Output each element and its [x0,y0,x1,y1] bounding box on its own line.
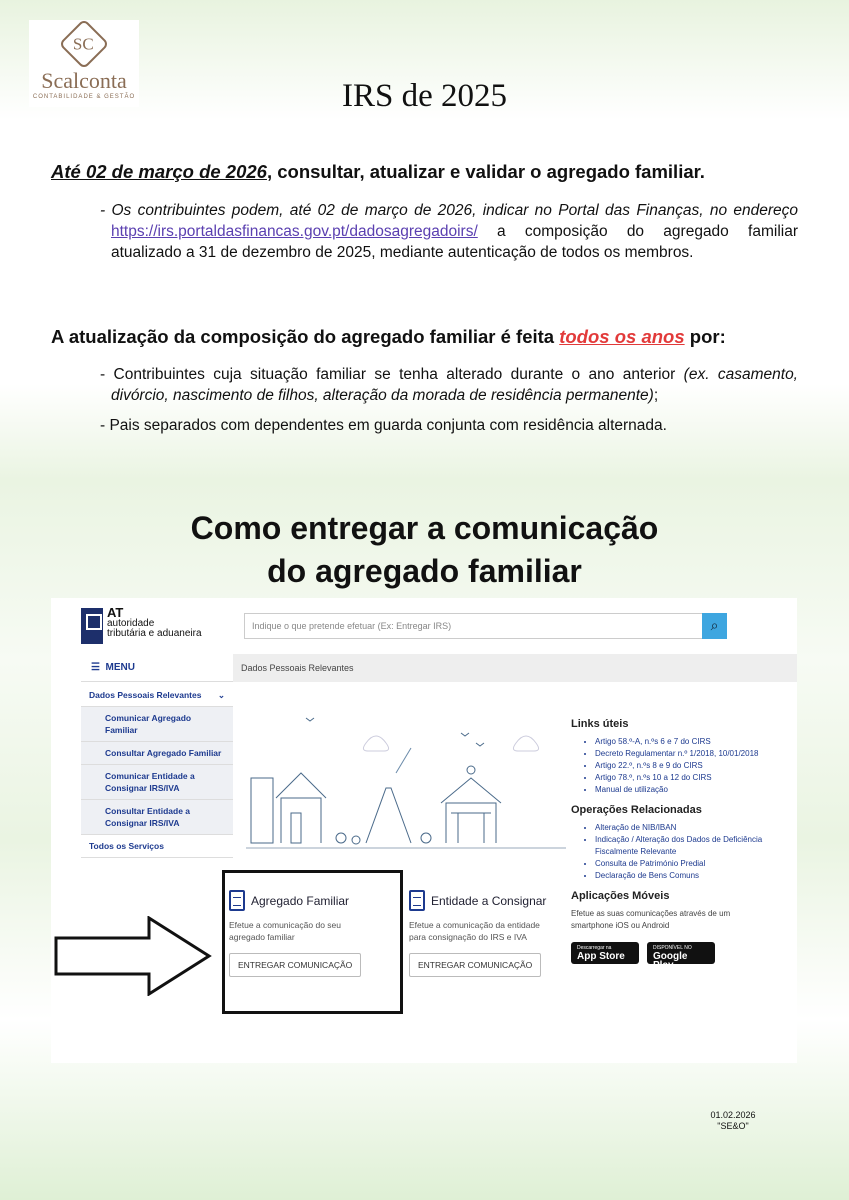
section1-paragraph: - Os contribuintes podem, até 02 de março de 2026, indicar no Portal das Finanças, no endereço https://irs.portaldasfinancas.gov.pt/dadosagregadoirs/ a composição do agregado familiar atualizado a 31 de dezembro de 2025, mediante autenticação de todos os membros. [100,202,798,261]
app-store-button[interactable]: Descarregar na App Store [571,942,639,964]
logo-name: Scalconta [41,68,127,93]
arrow-right-icon [54,916,214,996]
breadcrumb: Dados Pessoais Relevantes [233,654,797,682]
sidebar-item-consultar-agregado[interactable]: Consultar Agregado Familiar [81,742,233,765]
link-item[interactable]: • Consulta de Património Predial [595,858,771,870]
entregar-entidade-button[interactable]: ENTREGAR COMUNICAÇÃO [409,953,541,977]
sidebar-item-comunicar-entidade[interactable]: Comunicar Entidade a Consignar IRS/IVA [81,765,233,800]
document-title: IRS de 2025 [342,78,507,114]
link-item[interactable]: • Declaração de Bens Comuns [595,870,771,882]
link-item[interactable]: • Alteração de NIB/IBAN [595,822,771,834]
footer: 01.02.2026 "SE&O" [710,1110,756,1131]
link-item[interactable]: • Artigo 58.º-A, n.ºs 6 e 7 do CIRS [595,736,771,748]
search-input[interactable]: Indique o que pretende efetuar (Ex: Entregar IRS) [244,613,727,639]
link-item[interactable]: • Manual de utilização [595,784,771,796]
sidebar-section[interactable]: Dados Pessoais Relevantes ⌄ [81,684,233,707]
document-icon [409,890,425,911]
sidebar-item-todos-servicos[interactable]: Todos os Serviços [81,835,233,858]
town-illustration [246,698,566,868]
logo-mark: SC [59,19,110,70]
menu-button[interactable]: ☰ MENU [81,654,233,682]
search-icon[interactable]: ⌕ [702,613,727,639]
section2-bullet-2: - Pais separados com dependentes em guarda conjunta com residência alternada. [100,417,667,434]
chevron-down-icon: ⌄ [217,690,225,700]
link-item[interactable]: • Artigo 22.º, n.ºs 8 e 9 do CIRS [595,760,771,772]
section1-heading: Até 02 de março de 2026, consultar, atualizar e validar o agregado familiar. [51,161,705,182]
card-entidade-consignar: Entidade a Consignar Efetue a comunicação da entidade para consignação do IRS e IVA ENTREGAR COMUNICAÇÃO [409,890,559,977]
sidebar-item-consultar-entidade[interactable]: Consultar Entidade a Consignar IRS/IVA [81,800,233,835]
link-item[interactable]: • Artigo 78.º, n.ºs 10 a 12 do CIRS [595,772,771,784]
section2-heading: A atualização da composição do agregado familiar é feita todos os anos por: [51,326,726,347]
section2-bullet-1: - Contribuintes cuja situação familiar se tenha alterado durante o ano anterior (ex. casamento, divórcio, nascimento de filhos, alteração da morada de residência permanente); [100,366,798,404]
agregado-link[interactable]: https://irs.portaldasfinancas.gov.pt/dadosagregadoirs/ [111,223,478,240]
highlight-box [222,870,403,1014]
how-to-title: Como entregar a comunicação do agregado familiar [190,510,659,589]
google-play-button[interactable]: DISPONÍVEL NO Google Play [647,942,715,964]
right-column: Links úteis • Artigo 58.º-A, n.ºs 6 e 7 do CIRS • Decreto Regulamentar n.º 1/2018, 10/01/2018 • Artigo 22.º, n.ºs 8 e 9 do CIRS • Artigo 78.º, n.ºs 10 a 12 do CIRS • Manual de utilização Operações Relacionadas • Alteração de NIB/IBAN • Indicação / Alteração dos Dados de Deficiência Fiscalmente Relevante • Consulta de Património Predial • Declaração de Bens Comuns Aplicações Móveis Efetue as suas comunicações através de um smartphone iOS ou Android Descarregar na App Store DISPONÍVEL NO Google Play [571,718,771,964]
sidebar [81,684,233,858]
portal-screenshot [51,598,797,1063]
at-logo: AT autoridade tributária e aduaneira [81,608,211,648]
card-agregado-familiar: Agregado Familiar Efetue a comunicação do seu agregado familiar ENTREGAR COMUNICAÇÃO [229,890,379,977]
entregar-agregado-button[interactable]: ENTREGAR COMUNICAÇÃO [229,953,361,977]
logo-tagline: CONTABILIDADE & GESTÃO [32,94,136,100]
sidebar-item-comunicar-agregado[interactable]: Comunicar Agregado Familiar [81,707,233,742]
link-item[interactable]: • Indicação / Alteração dos Dados de Deficiência Fiscalmente Relevante [595,834,771,858]
link-item[interactable]: • Decreto Regulamentar n.º 1/2018, 10/01/2018 [595,748,771,760]
